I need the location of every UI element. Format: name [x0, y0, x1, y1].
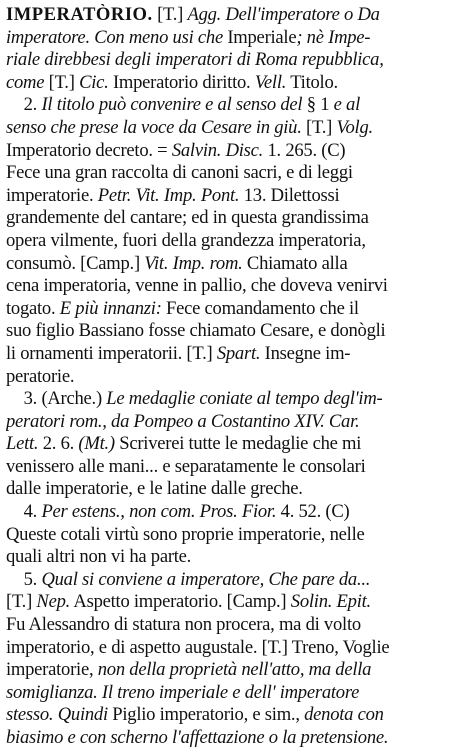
entry-line [6, 27, 460, 50]
text-span: cena imperatoria, venne in pallio, che doveva venirvi [6, 275, 388, 297]
italic-text-span: Salvin. Disc. [171, 139, 264, 161]
text-span: li ornamenti imperatorii. [T.] [6, 342, 217, 364]
entry-line [6, 320, 460, 343]
italic-text-span: non della proprietà nell'atto, ma della [97, 659, 372, 681]
entry-line [6, 275, 460, 298]
italic-text-span: Le medaglie coniate al tempo degl'im- [106, 388, 383, 410]
entry-line [6, 185, 460, 208]
italic-text-span: Lett. [6, 433, 39, 455]
italic-text-span: denota con [304, 704, 384, 726]
italic-text-span: stesso. Quindi [6, 704, 113, 726]
entry-line [6, 433, 460, 456]
entry-line [6, 682, 460, 705]
text-span: 5. [6, 568, 42, 590]
entry-line [6, 411, 460, 434]
text-span: [T.] [6, 591, 37, 613]
text-span: Fu Alessandro di statura non procera, ma di volto [6, 614, 361, 636]
text-span: [T.] [301, 116, 337, 138]
italic-text-span: peratori rom., da Pompeo a Costantino XIV. Car. [6, 410, 360, 432]
text-span: Imperatorio diritto. [108, 71, 255, 93]
text-span: Fece una gran raccolta di canoni sacri, e di leggi [6, 162, 353, 184]
entry-line [6, 162, 460, 185]
text-span: Fece comandamento che il [161, 297, 359, 319]
entry-line [6, 49, 460, 72]
headword: IMPERATÒRIO. [6, 4, 153, 25]
text-span: 1. 265. (C) [263, 139, 346, 161]
entry-line [6, 456, 460, 479]
text-span: 4. [6, 501, 42, 523]
italic-text-span: Il titolo può convenire e al senso del [41, 94, 307, 116]
text-span: [T.] [48, 71, 80, 93]
text-span: § 1 [306, 94, 330, 116]
italic-text-span: Agg. Dell'imperatore o Da [187, 4, 380, 25]
italic-text-span: Solin. Epit. [290, 591, 371, 613]
entry-line [6, 637, 460, 660]
italic-text-span: somiglianza. Il treno imperiale e dell' imperatore [6, 681, 360, 703]
entry-line [6, 94, 460, 117]
italic-text-span: E più innanzi: [59, 297, 162, 319]
italic-text-span: riale direbbesi degli imperatori di Roma repubblica, [6, 49, 384, 71]
italic-text-span: e al [329, 94, 361, 116]
text-span: 13. Dilettossi [239, 184, 340, 206]
italic-text-span: Cic. [79, 71, 109, 93]
entry-line [6, 117, 460, 140]
entry-line [6, 478, 460, 501]
entry-line [6, 72, 460, 95]
text-span: [T.] [152, 4, 188, 25]
text-span: Insegne im- [260, 342, 351, 364]
text-span: Chiamato alla [242, 252, 348, 274]
italic-text-span: Vell. [254, 71, 287, 93]
text-span: peratorie. [6, 365, 75, 387]
entry-line [6, 569, 460, 592]
text-span: venissero alle mani... e separatamente le consolari [6, 455, 366, 477]
text-span: quali altri non vi ha parte. [6, 546, 192, 568]
text-span: 3. (Arche.) [6, 388, 107, 410]
text-span: grandemente del cantare; ed in questa grandissima [6, 207, 369, 229]
entry-line [6, 591, 460, 614]
entry-line [6, 343, 460, 366]
text-span: Imperiale [227, 26, 297, 48]
italic-text-span: Per estens., non com. Pros. Fior. [41, 501, 277, 523]
italic-text-span: imperatore. Con meno usi che [6, 26, 228, 48]
text-span: dalle imperatorie, e le latine dalle greche. [6, 478, 303, 500]
italic-text-span: biasimo e con scherno l'affettazione o la pretensione. [6, 727, 389, 748]
entry-line [6, 207, 460, 230]
text-span: 2. [6, 94, 42, 116]
italic-text-span: Nep. [36, 591, 71, 613]
text-span: imperatorio, e di aspetto augustale. [T.] Treno, Voglie [6, 636, 390, 658]
text-span: opera vilmente, fuori della grandezza imperatoria, [6, 229, 366, 251]
text-span: togato. [6, 297, 60, 319]
italic-text-span: Spart. [216, 342, 261, 364]
entry-line [6, 704, 460, 727]
italic-text-span: ; nè Impe- [296, 26, 371, 48]
italic-text-span: Vit. Imp. rom. [144, 252, 243, 274]
entry-line [6, 230, 460, 253]
text-span: Queste cotali virtù sono proprie imperatorie, nelle [6, 523, 365, 545]
entry-line [6, 140, 460, 163]
entry-line [6, 614, 460, 637]
entry-line [6, 298, 460, 321]
entry-line [6, 366, 460, 389]
entry-line [6, 546, 460, 569]
entry-line [6, 659, 460, 682]
entry-line [6, 727, 460, 750]
entry-line [6, 4, 460, 27]
text-span: imperatorie, [6, 659, 98, 681]
italic-text-span: (Mt.) [78, 433, 115, 455]
entry-line [6, 388, 460, 411]
text-span: Titolo. [286, 71, 338, 93]
italic-text-span: come [6, 71, 49, 93]
entry-line [6, 253, 460, 276]
entry-line [6, 524, 460, 547]
italic-text-span: Qual si conviene a imperatore, Che pare da... [41, 568, 371, 590]
italic-text-span: Petr. Vit. Imp. Pont. [97, 184, 240, 206]
italic-text-span: senso che prese la voce da Cesare in giù. [6, 116, 302, 138]
text-span: 4. 52. (C) [276, 501, 350, 523]
text-span: Piglio imperatorio, e sim., [112, 704, 305, 726]
text-span: Scriverei tutte le medaglie che mi [114, 433, 362, 455]
entry-line [6, 501, 460, 524]
text-span: imperatorie. [6, 184, 98, 206]
text-span: Imperatorio decreto. = [6, 139, 172, 161]
dictionary-entry-imperatorio [6, 4, 460, 750]
text-span: suo figlio Bassiano fosse chiamato Cesare, e donògli [6, 320, 386, 342]
text-span: Aspetto imperatorio. [Camp.] [70, 591, 291, 613]
italic-text-span: Volg. [336, 116, 373, 138]
text-span: consumò. [Camp.] [6, 252, 145, 274]
text-span: 2. 6. [38, 433, 79, 455]
